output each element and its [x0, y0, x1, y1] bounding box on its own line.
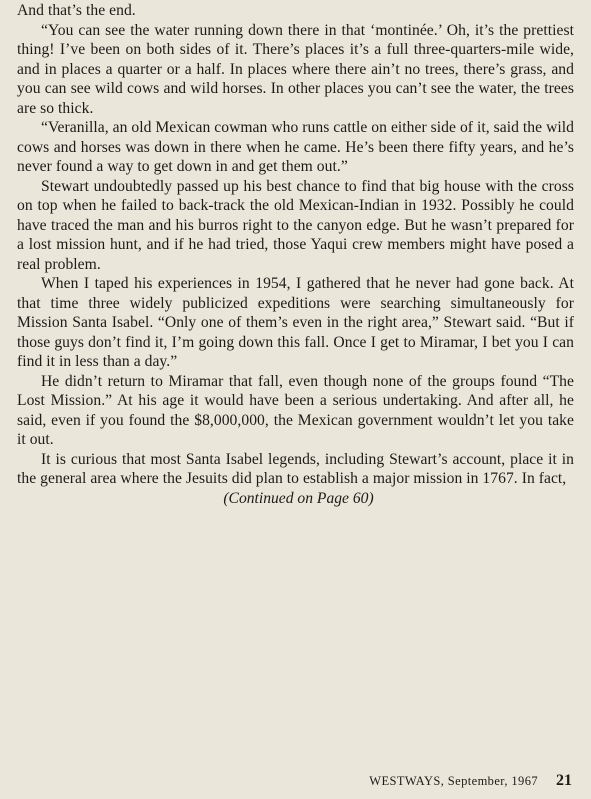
publication-line: WESTWAYS, September, 1967: [369, 774, 538, 788]
paragraph-end-of-quote: And that’s the end.: [17, 2, 136, 19]
paragraph-veranilla: “Veranilla, an old Mexican cowman who runs cattle on either side of it, said the wild cows and horses was down in there when he came. He’s been there fifty years, and he’s never found a way to get down in and get them out.”: [17, 119, 574, 175]
continued-notice: (Continued on Page 60): [223, 489, 374, 507]
paragraph-montinee: “You can see the water running down there in that ‘montinée.’ Oh, it’s the prettiest thing! I’ve been on both sides of it. There’s places it’s a full three-quarters-mile wide, and in places a quarter or a half. In places where there ain’t no trees, there’s grass, and you can see wild cows and wild horses. In other places you can’t see the water, the trees are so thick.: [17, 21, 574, 117]
paragraph-taped-experiences: When I taped his experiences in 1954, I gathered that he never had gone back. At that time three widely publicized expeditions were searching simultaneously for Mission Santa Isabel. “Only one of them’s even in the right area,” Stewart said. “But if those guys don’t find it, I’m going down this fall. Once I get to Miramar, I bet you I can find it in less than a day.”: [17, 275, 574, 370]
paragraph-stewart-chance: Stewart undoubtedly passed up his best chance to find that big house with the cross on top when he failed to back-track the old Mexican-Indian in 1932. Possibly he could have traced the man and his burros right to the canyon edge. But he wasn’t prepared for a lost mission hunt, and if he had tried, those Yaqui crew members might have posed a real problem.: [17, 177, 574, 273]
paragraph-santa-isabel-legends: It is curious that most Santa Isabel legends, including Stewart’s account, place it in the general area where the Jesuits did plan to establish a major mission in 1767. In fact,: [17, 450, 574, 487]
article-body: [17, 1, 574, 489]
paragraph-return-to-miramar: He didn’t return to Miramar that fall, even though none of the groups found “The Lost Mission.” At his age it would have been a serious undertaking. And after all, he said, even if you found the $8,000,000, the Mexican government wouldn’t let you take it out.: [17, 372, 574, 448]
page-footer: [369, 773, 572, 789]
page-number: 21: [556, 772, 572, 789]
